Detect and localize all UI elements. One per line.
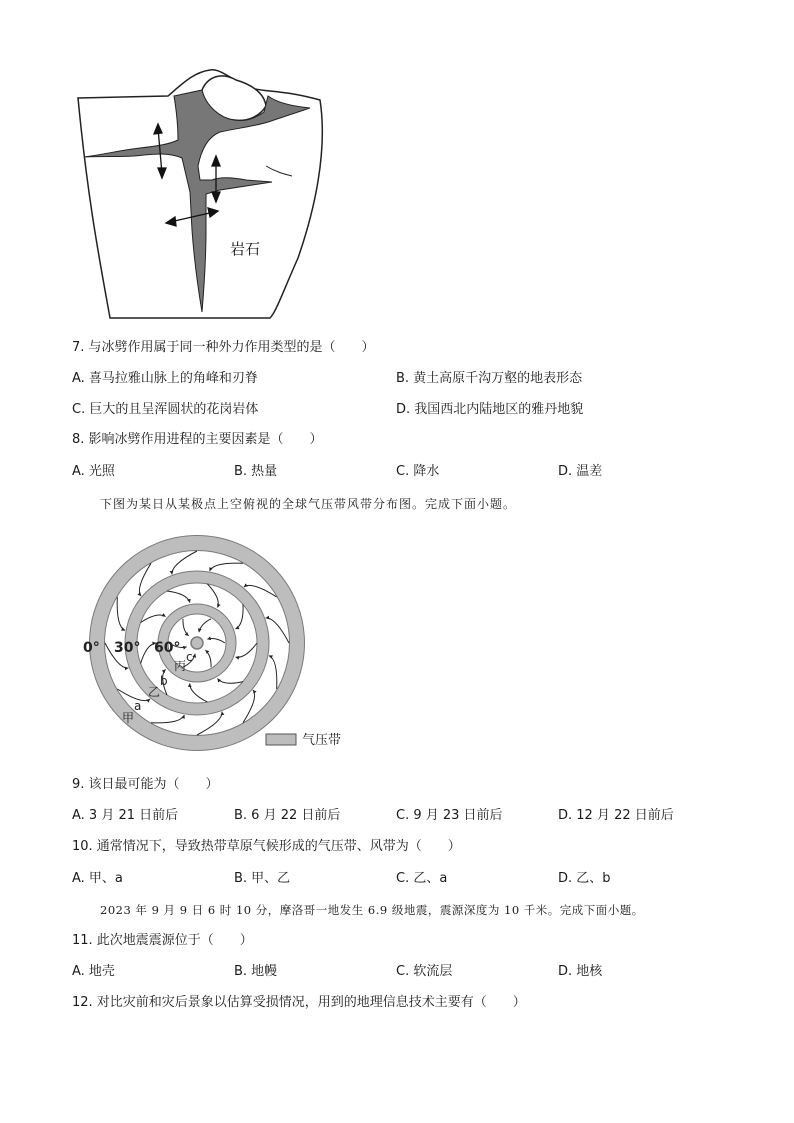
q9-option-a: A. 3 月 21 日前后 (72, 808, 179, 823)
belt-label-yi: 乙 (148, 685, 161, 699)
q10-option-a: A. 甲、a (72, 871, 123, 886)
intro-pressure-belts: 下图为某日从某极点上空俯视的全球气压带风带分布图。完成下面小题。 (100, 497, 517, 511)
trade-wind-arrow (151, 715, 184, 723)
westerly-arrow-head (188, 683, 192, 687)
polar-easterly-arrow-head (192, 654, 196, 658)
westerly-arrow-head (236, 656, 240, 660)
q11-option-a: A. 地壳 (72, 964, 115, 979)
q10-option-c: C. 乙、a (396, 871, 448, 886)
q9-option-c: C. 9 月 23 日前后 (396, 808, 503, 823)
westerly-arrow (207, 584, 218, 608)
polar-easterly-arrow (199, 619, 211, 632)
westerly-arrow (190, 683, 208, 702)
wind-label-c: c (186, 650, 193, 664)
q7-option-d: D. 我国西北内陆地区的雅丹地貌 (396, 402, 584, 417)
wind-label-a: a (134, 699, 142, 713)
q10-stem: 10. 通常情况下，导致热带草原气候形成的气压带、风带为（ ） (72, 839, 461, 854)
q9-option-b: B. 6 月 22 日前后 (234, 808, 341, 823)
q12-stem: 12. 对比灾前和灾后景象以估算受损情况，用到的地理信息技术主要有（ ） (72, 995, 526, 1010)
lat-label-30: 30° (114, 640, 141, 656)
polar-easterly-arrow (183, 619, 189, 636)
q11-option-d: D. 地核 (558, 964, 603, 979)
wind-label-b: b (160, 674, 168, 688)
q11-stem: 11. 此次地震震源位于（ ） (72, 933, 253, 948)
q7-option-c: C. 巨大的且呈浑圆状的花岗岩体 (72, 402, 259, 417)
westerly-arrow (218, 679, 244, 684)
q11-option-b: B. 地幔 (234, 964, 278, 979)
polar-easterly-arrow (205, 650, 211, 667)
polar-easterly-arrow-head (205, 650, 209, 654)
q7-option-a: A. 喜马拉雅山脉上的角峰和刃脊 (72, 371, 258, 386)
legend-swatch (266, 734, 296, 745)
polar-high (191, 637, 203, 649)
westerly-arrow (167, 591, 190, 603)
rock-label: 岩石 (230, 240, 261, 258)
lat-label-60: 60° (154, 640, 181, 656)
q11-option-c: C. 软流层 (396, 964, 453, 979)
trade-wind-arrow (269, 656, 277, 689)
frost-wedging-figure (70, 62, 330, 324)
westerly-arrow-head (217, 604, 221, 608)
intro-earthquake: 2023 年 9 月 9 日 6 时 10 分，摩洛哥一地发生 6.9 级地震，震源深度为 10 千米。完成下面小题。 (100, 903, 644, 917)
polar-easterly-arrow-head (185, 632, 189, 636)
trade-wind-arrow (117, 597, 125, 630)
pressure-belt-figure (80, 530, 370, 760)
q9-stem: 9. 该日最可能为（ ） (72, 777, 219, 792)
trade-wind-arrow (210, 563, 243, 571)
legend-label: 气压带 (302, 733, 342, 748)
westerly-arrow (236, 604, 244, 629)
belt-label-bing: 丙 (174, 659, 187, 673)
q8-option-c: C. 降水 (396, 464, 440, 479)
q10-option-d: D. 乙、b (558, 871, 611, 886)
q7-option-b: B. 黄土高原千沟万壑的地表形态 (396, 371, 583, 386)
q10-option-b: B. 甲、乙 (234, 871, 291, 886)
q8-stem: 8. 影响冰劈作用进程的主要因素是（ ） (72, 432, 323, 447)
lat-label-0: 0° (83, 640, 100, 656)
q9-option-d: D. 12 月 22 日前后 (558, 808, 674, 823)
q8-option-a: A. 光照 (72, 464, 115, 479)
westerly-arrow (236, 643, 258, 657)
belt-label-jia: 甲 (122, 711, 135, 725)
polar-easterly-arrow-head (198, 628, 202, 632)
q7-stem: 7. 与冰劈作用属于同一种外力作用类型的是（ ） (72, 340, 375, 355)
q8-option-d: D. 温差 (558, 464, 603, 479)
westerly-arrow-head (218, 679, 222, 683)
q8-option-b: B. 热量 (234, 464, 278, 479)
